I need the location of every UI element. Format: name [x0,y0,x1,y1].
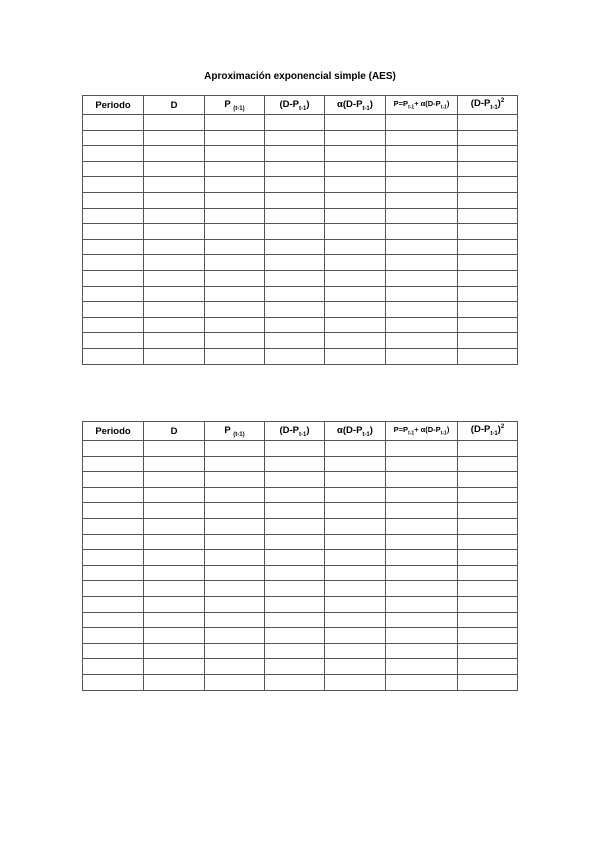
table-cell [325,255,386,271]
table-cell [325,115,386,131]
table-cell [386,674,458,690]
table-cell [205,115,265,131]
table-cell [265,208,325,224]
table-cell [83,317,144,333]
table-cell [205,643,265,659]
table-cell [458,239,518,255]
table-cell [144,239,205,255]
table-row [83,161,518,177]
table-cell [386,550,458,566]
table-cell [325,550,386,566]
table-row [83,612,518,628]
table-cell [325,518,386,534]
table-cell [325,612,386,628]
table-row [83,441,518,457]
table-row [83,581,518,597]
table-cell [386,333,458,349]
table-cell [458,550,518,566]
table-cell [83,192,144,208]
table-cell [386,659,458,675]
table-cell [386,565,458,581]
table-cell [265,643,325,659]
table-cell [83,659,144,675]
table-cell [144,333,205,349]
table-cell [325,628,386,644]
table-row [83,472,518,488]
table-cell [265,472,325,488]
header-d: D [144,422,205,441]
table-cell [265,487,325,503]
table-cell [325,596,386,612]
header-error: $(D-P_{t-1})$ [265,96,325,115]
header-forecast: $P=P_{t-1}+ \alpha(D-P_{t-1})$ [386,96,458,115]
table-cell [83,487,144,503]
table-cell [458,643,518,659]
table-row [83,348,518,364]
table-row [83,596,518,612]
table-cell [144,534,205,550]
table-cell [458,503,518,519]
table-cell [458,317,518,333]
table-cell [325,192,386,208]
table-cell [205,550,265,566]
table-cell [325,674,386,690]
table-cell [144,270,205,286]
table-cell [458,177,518,193]
table-cell [144,628,205,644]
table-cell [386,286,458,302]
table-row [83,302,518,318]
table-cell [265,115,325,131]
header-p-prev: P $_{(t-1)}$ [205,96,265,115]
table-cell [205,456,265,472]
table-cell [325,161,386,177]
table-cell [83,255,144,271]
table-cell [205,612,265,628]
table-cell [205,286,265,302]
table-cell [144,487,205,503]
page-title: Aproximación exponencial simple (AES) [204,71,396,82]
table-cell [83,208,144,224]
table-cell [205,565,265,581]
table-cell [83,456,144,472]
table-cell [205,130,265,146]
table-cell [144,224,205,240]
table-cell [458,208,518,224]
table-row [83,317,518,333]
table-cell [205,255,265,271]
aes-table-2 [82,421,518,691]
table-cell [205,518,265,534]
table-cell [386,130,458,146]
table-cell [265,441,325,457]
table-cell [83,270,144,286]
table-cell [144,161,205,177]
table-cell [325,333,386,349]
table-cell [144,286,205,302]
table-cell [386,161,458,177]
table-cell [325,659,386,675]
table-row [83,534,518,550]
table-row [83,659,518,675]
table-cell [386,317,458,333]
table-row [83,115,518,131]
table-cell [458,518,518,534]
table-cell [325,503,386,519]
table-cell [325,441,386,457]
table-cell [144,643,205,659]
header-error: $(D-P_{t-1})$ [265,422,325,441]
table-cell [458,302,518,318]
table-cell [458,581,518,597]
table-cell [386,208,458,224]
table-cell [205,596,265,612]
table-cell [458,456,518,472]
table-cell [458,333,518,349]
table-row [83,487,518,503]
table-cell [386,503,458,519]
table-cell [386,255,458,271]
table-cell [265,146,325,162]
table-cell [386,192,458,208]
table-cell [144,146,205,162]
table-cell [144,674,205,690]
table-cell [83,333,144,349]
table-cell [265,130,325,146]
table-cell [205,472,265,488]
table-cell [325,565,386,581]
table-cell [458,115,518,131]
table-cell [458,130,518,146]
table-row [83,333,518,349]
table-cell [325,239,386,255]
table-cell [83,161,144,177]
table-cell [144,581,205,597]
table-cell [144,456,205,472]
header-alpha-error: $\alpha(D-P_{t-1})$ [325,96,386,115]
table-cell [265,628,325,644]
table-cell [265,534,325,550]
table-cell [83,550,144,566]
table-cell [265,674,325,690]
header-periodo: Periodo [83,422,144,441]
table-cell [458,255,518,271]
table-cell [205,659,265,675]
table-cell [325,286,386,302]
table-cell [386,628,458,644]
table-cell [386,115,458,131]
table-cell [325,270,386,286]
header-error-squared: $(D-P_{t-1})^2$ [458,96,518,115]
table-cell [205,333,265,349]
table-cell [325,177,386,193]
table-cell [144,177,205,193]
table-cell [265,239,325,255]
table-cell [205,239,265,255]
table-cell [144,115,205,131]
table-cell [386,146,458,162]
table-row [83,503,518,519]
table-cell [205,146,265,162]
table-cell [83,612,144,628]
aes-table-1 [82,95,518,365]
table-cell [458,628,518,644]
table-row [83,239,518,255]
table-cell [458,286,518,302]
table-cell [458,146,518,162]
table-cell [386,643,458,659]
table-cell [458,224,518,240]
table-cell [265,177,325,193]
table-cell [265,659,325,675]
table-row [83,550,518,566]
table-cell [265,302,325,318]
table-cell [83,286,144,302]
table-row [83,255,518,271]
table-cell [325,130,386,146]
table-cell [325,456,386,472]
table-cell [83,130,144,146]
table-cell [386,224,458,240]
table-cell [458,192,518,208]
table-row [83,130,518,146]
table-cell [83,115,144,131]
table-row [83,286,518,302]
table-cell [83,565,144,581]
table-cell [83,534,144,550]
table-cell [83,503,144,519]
table-cell [144,503,205,519]
table-cell [265,348,325,364]
header-periodo: Periodo [83,96,144,115]
table-cell [265,503,325,519]
table-cell [144,596,205,612]
table-cell [325,302,386,318]
table-cell [325,534,386,550]
table-row [83,643,518,659]
table-cell [325,472,386,488]
table-cell [205,534,265,550]
table-cell [144,659,205,675]
table-cell [325,348,386,364]
table-cell [458,612,518,628]
table-cell [325,208,386,224]
table-cell [83,224,144,240]
table-cell [144,208,205,224]
table-cell [265,596,325,612]
table-cell [458,674,518,690]
table-row [83,674,518,690]
table-header-row [83,96,518,115]
table-row [83,208,518,224]
table-cell [386,534,458,550]
table-row [83,224,518,240]
table-cell [205,628,265,644]
table-cell [205,161,265,177]
header-alpha-error: $\alpha(D-P_{t-1})$ [325,422,386,441]
table-cell [205,487,265,503]
table-cell [458,659,518,675]
table-cell [386,612,458,628]
table-cell [144,130,205,146]
table-cell [205,317,265,333]
table-cell [205,208,265,224]
table-cell [386,581,458,597]
table-cell [325,317,386,333]
table-cell [386,518,458,534]
table-cell [458,565,518,581]
table-cell [325,581,386,597]
table-cell [144,302,205,318]
table-cell [265,518,325,534]
table-cell [265,565,325,581]
header-d: D [144,96,205,115]
table-cell [325,224,386,240]
table-cell [458,487,518,503]
table-cell [325,487,386,503]
table-cell [83,518,144,534]
table-cell [386,456,458,472]
table-cell [205,674,265,690]
table-cell [386,348,458,364]
table-cell [458,596,518,612]
table-cell [144,550,205,566]
table-cell [386,596,458,612]
table-cell [325,643,386,659]
table-row [83,518,518,534]
table-cell [83,643,144,659]
table-cell [325,146,386,162]
table-cell [144,612,205,628]
table-cell [205,441,265,457]
table-row [83,628,518,644]
table-cell [205,224,265,240]
table-cell [83,302,144,318]
table-cell [83,441,144,457]
table-cell [265,456,325,472]
table-cell [83,146,144,162]
header-error-squared: $(D-P_{t-1})^2$ [458,422,518,441]
table-cell [265,224,325,240]
table-cell [205,192,265,208]
table-row [83,456,518,472]
table-cell [205,581,265,597]
table-cell [265,192,325,208]
table-cell [144,348,205,364]
table-cell [83,348,144,364]
table-cell [205,348,265,364]
table-cell [458,472,518,488]
table-cell [83,674,144,690]
table-cell [265,333,325,349]
table-cell [205,503,265,519]
table-cell [458,534,518,550]
header-forecast: $P=P_{t-1}+ \alpha(D-P_{t-1})$ [386,422,458,441]
table-cell [83,596,144,612]
table-cell [265,581,325,597]
table-cell [458,161,518,177]
table-cell [144,192,205,208]
header-p-prev: P $_{(t-1)}$ [205,422,265,441]
table-cell [265,161,325,177]
table-cell [205,177,265,193]
table-cell [83,628,144,644]
table-cell [386,239,458,255]
table-cell [83,472,144,488]
table-cell [386,302,458,318]
table-cell [83,239,144,255]
table-cell [83,177,144,193]
table-header-row [83,422,518,441]
table-cell [386,270,458,286]
table-row [83,192,518,208]
table-cell [205,302,265,318]
table-cell [265,255,325,271]
table-cell [265,270,325,286]
table-cell [265,317,325,333]
table-cell [144,518,205,534]
table-cell [265,612,325,628]
table-cell [144,441,205,457]
table-cell [144,255,205,271]
table-row [83,270,518,286]
table-row [83,565,518,581]
table-cell [386,472,458,488]
table-cell [458,270,518,286]
table-cell [386,487,458,503]
table-row [83,177,518,193]
table-cell [83,581,144,597]
table-row [83,146,518,162]
table-cell [458,348,518,364]
table-cell [386,177,458,193]
table-cell [265,550,325,566]
table-cell [265,286,325,302]
table-cell [386,441,458,457]
table-cell [144,472,205,488]
table-cell [144,565,205,581]
table-cell [205,270,265,286]
table-cell [144,317,205,333]
table-cell [458,441,518,457]
